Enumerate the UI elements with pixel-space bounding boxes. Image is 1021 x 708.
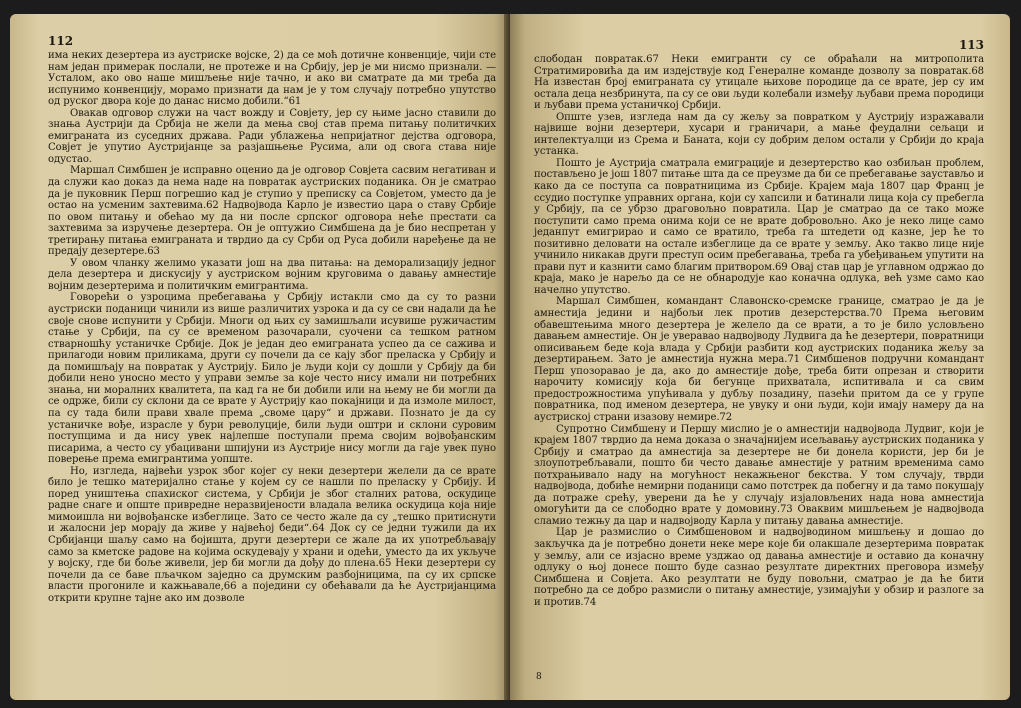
paragraph: Пошто је Аустрија сматрала емиграције и дезертерство као озбиљан проблем, постављено је још 1807 питање шта да се преузме да би се пребегавање заустављо и како да се поступа са повратницима из Србије. Крајем маја 1807 цар Франц је ссудио поступке управних органа, који су хапсили и батинали лица која су пребегла у Србију, па се убрзо драговољно повратила. Цар је сматрао да се тако може поступити само према онима који се не врате добровољно. Ако је неко лице само једанпут емигрирао и само се вратило, треба га штедети од казне, јер ће то позитивно деловати на остале избеглице да се врате у земљу. Ако такво лице није учинило никакав други преступ осим пребегавања, треба га убеђивањем упутити на прави пут и казнити само благим притвором.69 Овај став цар је углавном одржао до краја, мако је нарељо да се не обнародује као коначна одлука, већ узме само као начелно упутство. xyxy=(534,157,984,296)
paragraph: слободан повратак.67 Неки емигранти су се обраћали на митрополита Стратимировића да им издејствује код Генералне команде дозволу за повратак.68 На известан број емиграната су утицале њихове породице да се врате, јер су им остала деца незбринута, па су се ови људи колебали између љубави према породици и љубави према устаничкој Србији. xyxy=(534,54,984,112)
paragraph: Опште узев, изгледа нам да су жељу за повратком у Аустрију изражавали највише војни дезертери, хусари и граничари, а мање феудални сељаци и интелектуалци из Срема и Баната, који су добрим делом остали у Србији до краја устанка. xyxy=(534,111,984,158)
paragraph: Овакав одговор служи на част вожду и Совјету, јер су њиме јасно ставили до знања Аустрији да Србија не жели да мења свој став према питању политичких емиграната из суседних држава. Ради ублажења непријатног дејства одговора, Совјет је упутио Аустријанце за разјашњење Русима, али од свога става није одустао. xyxy=(48,107,496,165)
paragraph: Супротно Симбшену и Першу мислио је о амнестији надвојвода Лудвиг, који је крајем 1807 тврдио да нема доказа о значајнијем исељавању аустриских поданика у Србију и сматрао да амнестија за дезертере не би донела користи, јер би је злоупотребљавали, пошто би често давање амнестије у ратним временима само потхрањивало наду на могућност некажњеног бекства. У том случају, тврди надвојвода, добиће немирни поданици само потстрек да побегну и да тамо покушају да потраже срећу, уверени да ће у случају изјаловљених нада нова амнестија омогућити да се слободно врате у домовину.73 Оваквим мишљењем је надвојвода сламио тежњу да цар и надвојводу Карла у питању давања амнестије. xyxy=(534,423,984,527)
page-number-right: 113 xyxy=(958,38,984,52)
printer-signature: 8 xyxy=(536,672,542,682)
paragraph: Цар је размислио о Симбшеновом и надвојводином мишљењу и дошао до закључка да је потребно донети неке мере које би олакшале дезертерима повратак у земљу, али се изјасно време узджао од давања амнестије и оставио да коначну одлуку о њој донесе пошто буде сазнао резултате директних преговора између Симбшена и Совјета. Ако резултати не буду повољни, сматрао је да ће бити потребно да се добро размисли о питању амнестије, узимајући у обзир и разлоге за и против.74 xyxy=(534,527,984,608)
paragraph: Говорећи о узроцима пребегавања у Србију истакли смо да су то разни аустриски поданици чинили из више различитих узрока и да су се сви надали да ће своје снове испунити у Србији. Многи од њих су замишљали исувише ружичастим стање у Србији, па су се временом разочарали, суочени са тешком ратном стварношћу устаничке Србије. Док је један део емиграната успео да се сажива и прилагоди новим приликама, други су почели да се кају због преласка у Србију и да помишљају на повратак у Аустрију. Било је људи који су дошли у Србију да би добили нено уносно место у управи земље за које често нису имали ни потребних знања, ни моралних квалитета, па кад га не би добили или на њему не би могли да се одрже, били су склони да се врате у Аустрију као покајници и да измоле милост, па су тада били прави хвале према „своме цару“ и држави. Познато је да су устаничке вође, израсле у бури револуције, били људи оштри и склони суровим поступцима и да нису увек најлепше поступали према својим војвођанским писарима, а често су убацивани шпијуни из Аустрије нису могли да гаје увек пуно поверење према емигрантима уопште. xyxy=(48,292,496,466)
paragraph: Маршал Симбшен, командант Славонско-сремске границе, сматрао је да је амнестија једини и најбољи лек против дезерстерства.70 Према његовим обавештењима много дезертера је желело да се врати, а то је било условљено давањем амнестије. Он је уверавао надвојводу Лудвига да ће дезертери, повратници описивањем беде којa влада у Србији разбити код аустриских поданика жељу за дезертирањем. Зато је амнестија нужна мера.71 Симбшенов подручни командант Перш упозоравао је да, ако до амнестије дође, треба бити опрезан и створити нарочиту комисију која би бегунце прихватала, испитивала и са свим предострожностима упућивала у дубљу позадину, пазећи притом да се у групе повратника, под именом дезертера, не увуку и они људи, који имају намеру да на аустриској страни изазову немире.72 xyxy=(534,296,984,423)
left-page xyxy=(10,14,510,700)
paragraph: Но, изгледа, највећи узрок због којег су неки дезертери желели да се врате било је тешко материјално стање у којем су се нашли по преласку у Србију. И поред уништења спахиског система, у Србији је због сталних ратова, оскудице радне снаге и опште привредне неразвијености владала велика оскудица која није мимоишла ни војвођанске избеглице. Зато се често жале да су „тешко притиснути и жалосни јер морају да живе у највећој беди“.64 Док су се једни тужили да их Србијанци шаљу само на бојишта, други дезертери се жале да их употребљавају само за кметске радове на којима оскудевају у храни и одећи, уместо да их укључе у војску, где би боље живели, јер би могли да дођу до плена.65 Неки дезертери су почели да се баве пљачком заједно са друмским разбојницима, па су их српске власти прогониле и кажњавале,66 а поједини су обећавали да ће Аустријанцима открити крупне тајне ако им дозволе xyxy=(48,465,496,604)
paragraph: У овом чланку желимо указати још на два питања: на деморализацију једног дела дезертера и дискусију у аустриском војним круговима о давању амнестије војним дезертерима и политичким емигрантима. xyxy=(48,257,496,292)
right-page xyxy=(510,14,1010,700)
right-page-text xyxy=(534,54,984,608)
paragraph: Маршал Симбшен је исправно оценио да је одговор Совјета сасвим негативан и да служи као доказ да нема наде на повратак аустриских поданика. Он је сматрао да је пуковник Перш погрешио кад је ступио у преписку са Совјетом, уместо да је остао на усменим захтевима.62 Надвојвода Карло је известио цара о ставу Србије по овом питању и обећао му да ни после српског одговора неће престати са захтевима за изручење дезертера. Он је оптужио Симбшена да је био неспретан у третирању питања емиграната и тврдио да су Срби од Руса добили наређење да не предају дезертере.63 xyxy=(48,165,496,258)
left-page-text xyxy=(48,50,496,604)
page-number-left: 112 xyxy=(48,34,74,48)
paragraph: има неких дезертера из аустриске војске, 2) да се моћ дотичне конвенције, чији сте нам један примерак послали, не протеже и на Србију, јер је ми нисмо признали. — Усталом, ако ово наше мишљење није тачно, и ако ви сматрате да ми треба да испунимо конвенцију, морамо признати да нам је у том случају потребно упутство од руског двора које до данас нисмо добили.“61 xyxy=(48,50,496,108)
